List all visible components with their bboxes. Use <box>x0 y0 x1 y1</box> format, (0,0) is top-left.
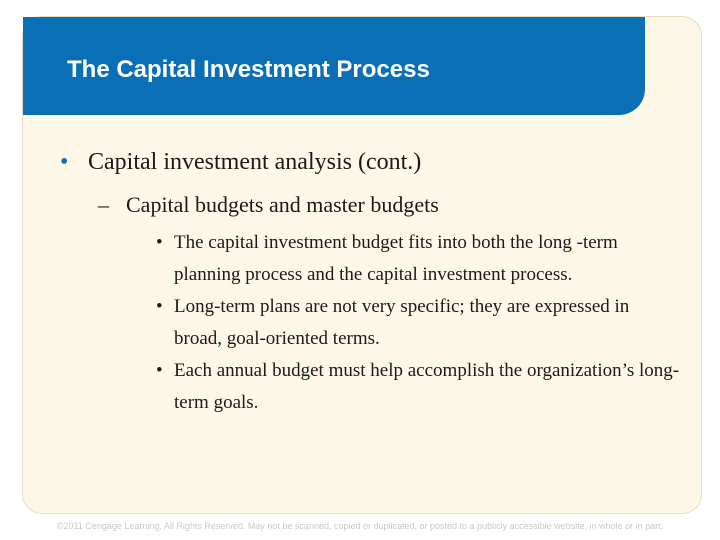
title-band <box>23 17 645 115</box>
copyright-footer: ©2011 Cengage Learning. All Rights Reserved. May not be scanned, copied or duplicated, or posted to a publicly accessible website, in whole or in part. <box>56 521 664 531</box>
bullet-icon: • <box>60 149 69 175</box>
slide-title: The Capital Investment Process <box>67 56 430 83</box>
dash-icon: – <box>98 192 109 217</box>
bullet-level-1 <box>60 147 680 177</box>
bullet-icon: • <box>156 296 163 317</box>
point-text: Long-term plans are not very specific; they are expressed in broad, goal-oriented terms. <box>174 296 630 349</box>
bullet-level-2 <box>98 191 680 219</box>
sub-bullet-text: Capital budgets and master budgets <box>126 192 439 217</box>
bullet-level-3 <box>156 355 680 419</box>
point-text: Each annual budget must help accomplish the organization’s long-term goals. <box>174 360 680 413</box>
bullet-level-3 <box>156 227 680 291</box>
bullet-level-3 <box>156 291 680 355</box>
slide-body <box>60 147 680 419</box>
bullet-icon: • <box>156 360 163 381</box>
point-text: The capital investment budget fits into both the long -term planning process and the capital investment process. <box>174 232 618 285</box>
bullet-icon: • <box>156 232 163 253</box>
bullet-text: Capital investment analysis (cont.) <box>88 149 422 175</box>
